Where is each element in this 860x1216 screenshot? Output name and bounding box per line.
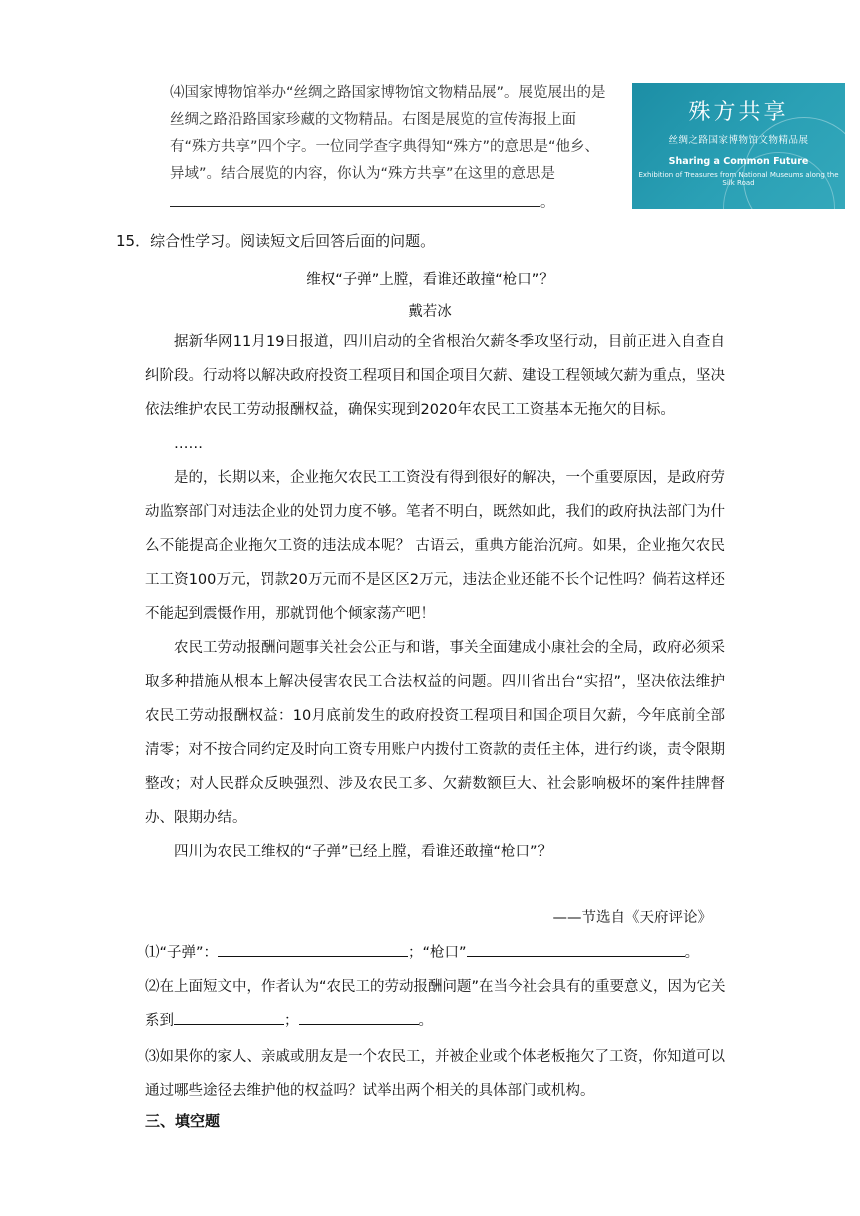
answer-blank[interactable] (170, 188, 540, 207)
section-heading: 三、填空题 (145, 1112, 221, 1130)
article-title: 维权“子弹”上膛，看谁还敢撞“枪口”？ (306, 272, 554, 288)
sub-question-1: ⑴“子弹”： ；“枪口” 。 (145, 936, 735, 970)
poster-english-subtitle: Exhibition of Treasures from National Museums along the Silk Road (638, 171, 839, 187)
answer-blank[interactable] (467, 938, 685, 957)
question-4: ⑷国家博物馆举办“丝绸之路国家博物馆文物精品展”。展览展出的是丝绸之路沿路国家珍藏的文物精品。右图是展览的宣传海报上面有“殊方共享”四个字。一位同学查字典得知“殊方”的意思是“他乡、异域”。结合展览的内容，你认为“殊方共享”在这里的意思是。 (170, 85, 606, 211)
paragraph: 农民工劳动报酬问题事关社会公正与和谐，事关全面建成小康社会的全局，政府必须采取多种措施从根本上解决侵害农民工合法权益的问题。四川省出台“实招”，坚决依法维护农民工劳动报酬权益：10月底前发生的政府投资工程项目和国企项目欠薪，今年底前全部清零；对不按合同约定及时向工资专用账户内拨付工资款的责任主体，进行约谈，责令限期整改；对人民群众反映强烈、涉及农民工多、欠薪数额巨大、社会影响极坏的案件挂牌督办、限期办结。 (145, 640, 725, 826)
article-source: ——节选自《天府评论》 (552, 910, 712, 926)
paragraph: …… (174, 436, 203, 452)
question-15-heading: 15．综合性学习。阅读短文后回答后面的问题。 (116, 232, 436, 250)
poster-subtitle: 丝绸之路国家博物馆文物精品展 (668, 135, 809, 146)
poster-english-title: Sharing a Common Future (668, 156, 809, 167)
answer-blank[interactable] (299, 1006, 419, 1025)
answer-blank[interactable] (218, 938, 408, 957)
sub-question-3: ⑶如果你的家人、亲戚或朋友是一个农民工，并被企业或个体老板拖欠了工资，你知道可以通过哪些途径去维护他的权益吗？试举出两个相关的具体部门或机构。 (145, 1049, 725, 1099)
article-body (145, 325, 725, 869)
paragraph: 据新华网11月19日报道，四川启动的全省根治欠薪冬季攻坚行动，目前正进入自查自纠阶段。行动将以解决政府投资工程项目和国企项目欠薪、建设工程领域欠薪为重点，坚决依法维护农民工劳动报酬权益，确保实现到2020年农民工工资基本无拖欠的目标。 (145, 334, 725, 418)
sub-question-2: ⑵在上面短文中，作者认为“农民工的劳动报酬问题”在当今社会具有的重要意义，因为它关系到 ； 。 (145, 979, 726, 1029)
answer-blank[interactable] (174, 1006, 284, 1025)
poster-title: 殊方共享 (688, 100, 789, 125)
paragraph: 是的，长期以来，企业拖欠农民工工资没有得到很好的解决，一个重要原因，是政府劳动监察部门对违法企业的处罚力度不够。笔者不明白，既然如此，我们的政府执法部门为什么不能提高企业拖欠工资的违法成本呢？ 古语云，重典方能治沉疴。如果，企业拖欠农民工工资100万元，罚款20万元而不是区区2万元，违法企业还能不长个记性吗？倘若这样还不能起到震慑作用，那就罚他个倾家荡产吧！ (145, 470, 725, 622)
paragraph: 四川为农民工维权的“子弹”已经上膛，看谁还敢撞“枪口”？ (174, 844, 553, 860)
question-4-text: ⑷国家博物馆举办“丝绸之路国家博物馆文物精品展”。展览展出的是丝绸之路沿路国家珍藏的文物精品。右图是展览的宣传海报上面有“殊方共享”四个字。一位同学查字典得知“殊方”的意思是“他乡、异域”。结合展览的内容，你认为“殊方共享”在这里的意思是 (170, 85, 606, 182)
article-author: 戴若冰 (408, 304, 452, 320)
exhibition-poster (632, 83, 845, 209)
